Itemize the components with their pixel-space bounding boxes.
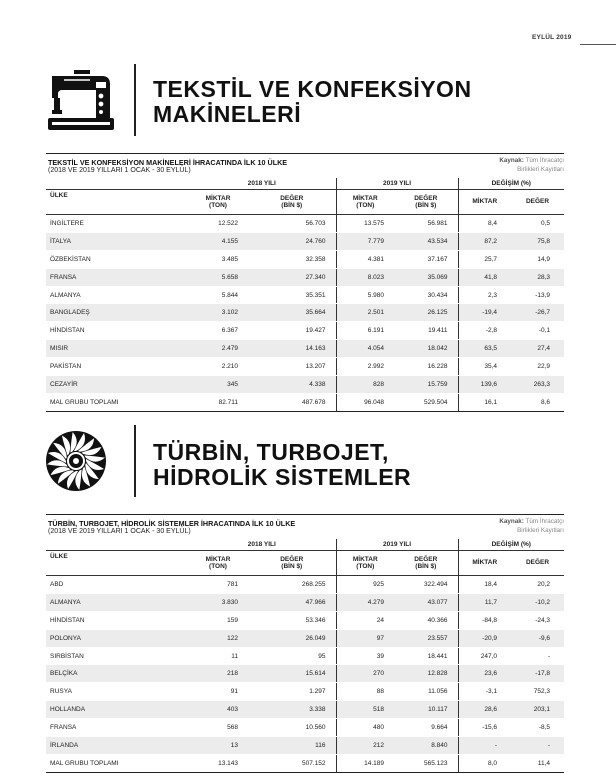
val-2019-cell: 18.042 xyxy=(394,340,458,358)
qty-2019-cell: 480 xyxy=(336,719,394,737)
val-2018-cell: 10.560 xyxy=(248,719,336,737)
qty-2019-cell: 4.279 xyxy=(336,593,394,611)
table-row xyxy=(46,629,564,647)
val-2018-cell: 1.297 xyxy=(248,683,336,701)
change-val-cell: -26,7 xyxy=(511,304,564,322)
val-2019-cell: 35.069 xyxy=(394,268,458,286)
col-group-2018: 2018 YILI xyxy=(188,178,336,190)
val-2019-cell: 529.504 xyxy=(394,393,458,411)
source-line-1: Tüm İhracatçı xyxy=(525,157,564,164)
title-line-2: HİDROLİK SİSTEMLER xyxy=(153,464,412,490)
qty-2018-cell: 5.844 xyxy=(188,286,248,304)
table-row xyxy=(46,719,564,737)
change-val-cell: 11,4 xyxy=(511,754,564,772)
change-val-cell: 203,1 xyxy=(511,701,564,719)
val-label: DEĞER xyxy=(280,194,304,202)
col-val-2018 xyxy=(248,551,336,576)
country-cell: FRANSA xyxy=(46,268,188,286)
val-2019-cell: 43.534 xyxy=(394,232,458,250)
section-textile-machinery xyxy=(0,64,616,406)
val-2018-cell: 19.427 xyxy=(248,322,336,340)
banner-divider xyxy=(134,64,136,136)
val-2018-cell: 3.338 xyxy=(248,701,336,719)
country-cell: HOLLANDA xyxy=(46,701,188,719)
change-val-cell: -10,2 xyxy=(511,593,564,611)
val-2018-cell: 27.340 xyxy=(248,268,336,286)
change-val-cell: 22,9 xyxy=(511,358,564,376)
table-row xyxy=(46,322,564,340)
country-cell: ALMANYA xyxy=(46,286,188,304)
total-row xyxy=(46,754,564,772)
col-group-2018: 2018 YILI xyxy=(188,539,336,551)
val-2018-cell: 47.966 xyxy=(248,593,336,611)
qty-label: MİKTAR xyxy=(352,555,378,563)
table-subtitle: (2018 VE 2019 YILLARI 1 OCAK - 30 EYLÜL) xyxy=(48,528,191,535)
source-line-2: Birlikleri Kayıtları xyxy=(517,165,564,173)
val-2019-cell: 26.125 xyxy=(394,304,458,322)
change-val-cell: -9,6 xyxy=(511,629,564,647)
change-qty-cell: - xyxy=(458,737,511,755)
section-title xyxy=(153,440,411,490)
title-line-1: TÜRBİN, TURBOJET, xyxy=(153,439,389,465)
qty-2019-cell: 39 xyxy=(336,647,394,665)
table-row xyxy=(46,304,564,322)
val-2019-cell: 12.828 xyxy=(394,665,458,683)
qty-2019-cell: 828 xyxy=(336,376,394,394)
qty-2019-cell: 13.575 xyxy=(336,215,394,233)
qty-2019-cell: 88 xyxy=(336,683,394,701)
qty-label: MİKTAR xyxy=(352,194,378,202)
banner-divider xyxy=(134,425,136,497)
country-cell: BANGLADEŞ xyxy=(46,304,188,322)
val-2019-cell: 30.434 xyxy=(394,286,458,304)
col-qty-2019 xyxy=(336,551,394,576)
country-cell: İRLANDA xyxy=(46,737,188,755)
country-cell: İTALYA xyxy=(46,232,188,250)
col-change-qty: MİKTAR xyxy=(458,190,511,215)
change-val-cell: - xyxy=(511,737,564,755)
header-rule xyxy=(580,44,616,45)
change-val-cell: -13,9 xyxy=(511,286,564,304)
change-qty-cell: -2,8 xyxy=(458,322,511,340)
val-2018-cell: 14.163 xyxy=(248,340,336,358)
col-country: ÜLKE xyxy=(46,551,188,576)
table-header-block xyxy=(46,514,564,539)
val-unit: (BİN $) xyxy=(281,563,303,570)
val-2018-cell: 507.152 xyxy=(248,754,336,772)
country-cell: MISIR xyxy=(46,340,188,358)
change-qty-cell: 247,0 xyxy=(458,647,511,665)
val-2019-cell: 322.494 xyxy=(394,576,458,594)
qty-unit: (TON) xyxy=(209,563,227,570)
country-cell: PAKİSTAN xyxy=(46,358,188,376)
change-val-cell: -0,1 xyxy=(511,322,564,340)
qty-2018-cell: 2.210 xyxy=(188,358,248,376)
change-qty-cell: 16,1 xyxy=(458,393,511,411)
qty-2019-cell: 96.048 xyxy=(336,393,394,411)
country-cell: ABD xyxy=(46,576,188,594)
qty-label: MİKTAR xyxy=(205,194,231,202)
table-row xyxy=(46,665,564,683)
val-2019-cell: 37.167 xyxy=(394,250,458,268)
change-qty-cell: 35,4 xyxy=(458,358,511,376)
val-2019-cell: 15.759 xyxy=(394,376,458,394)
qty-2019-cell: 2.501 xyxy=(336,304,394,322)
qty-label: MİKTAR xyxy=(205,555,231,563)
qty-2018-cell: 6.367 xyxy=(188,322,248,340)
country-cell: ALMANYA xyxy=(46,593,188,611)
qty-2018-cell: 4.155 xyxy=(188,232,248,250)
country-cell: İNGİLTERE xyxy=(46,215,188,233)
title-line-1: TEKSTİL VE KONFEKSİYON xyxy=(153,76,472,102)
val-2018-cell: 268.255 xyxy=(248,576,336,594)
val-label: DEĞER xyxy=(280,555,304,563)
table-source xyxy=(499,157,564,174)
turbine-icon xyxy=(46,429,118,493)
qty-2019-cell: 270 xyxy=(336,665,394,683)
source-label: Kaynak: xyxy=(499,518,524,525)
section-banner xyxy=(0,64,616,136)
val-label: DEĞER xyxy=(414,194,438,202)
change-val-cell: -17,8 xyxy=(511,665,564,683)
table-row xyxy=(46,358,564,376)
qty-2019-cell: 6.191 xyxy=(336,322,394,340)
qty-unit: (TON) xyxy=(209,202,227,209)
change-qty-cell: 11,7 xyxy=(458,593,511,611)
col-group-2019: 2019 YILI xyxy=(336,539,458,551)
table-header-block xyxy=(46,153,564,178)
change-qty-cell: 2,3 xyxy=(458,286,511,304)
change-qty-cell: 139,6 xyxy=(458,376,511,394)
col-group-2019: 2019 YILI xyxy=(336,178,458,190)
val-2019-cell: 8.840 xyxy=(394,737,458,755)
change-val-cell: -24,3 xyxy=(511,611,564,629)
col-val-2019 xyxy=(394,551,458,576)
val-unit: (BİN $) xyxy=(415,202,437,209)
export-table xyxy=(46,178,564,412)
val-unit: (BİN $) xyxy=(415,563,437,570)
qty-2018-cell: 218 xyxy=(188,665,248,683)
country-cell: SIRBİSTAN xyxy=(46,647,188,665)
change-qty-cell: 87,2 xyxy=(458,232,511,250)
change-qty-cell: 8,0 xyxy=(458,754,511,772)
qty-2018-cell: 122 xyxy=(188,629,248,647)
val-2018-cell: 26.049 xyxy=(248,629,336,647)
section-turbine-hydraulic xyxy=(0,425,616,767)
change-qty-cell: 8,4 xyxy=(458,215,511,233)
change-qty-cell: 18,4 xyxy=(458,576,511,594)
val-unit: (BİN $) xyxy=(281,202,303,209)
val-2018-cell: 24.760 xyxy=(248,232,336,250)
qty-2019-cell: 5.980 xyxy=(336,286,394,304)
val-2018-cell: 95 xyxy=(248,647,336,665)
qty-2019-cell: 2.992 xyxy=(336,358,394,376)
col-val-2019 xyxy=(394,190,458,215)
val-2018-cell: 116 xyxy=(248,737,336,755)
val-2018-cell: 4.338 xyxy=(248,376,336,394)
table-title: TEKSTİL VE KONFEKSİYON MAKİNELERİ İHRACATINDA İLK 10 ÜLKE xyxy=(48,158,288,167)
val-2018-cell: 15.614 xyxy=(248,665,336,683)
col-qty-2018 xyxy=(188,190,248,215)
change-qty-cell: -3,1 xyxy=(458,683,511,701)
val-2019-cell: 40.366 xyxy=(394,611,458,629)
col-val-2018 xyxy=(248,190,336,215)
change-val-cell: 8,6 xyxy=(511,393,564,411)
col-spacer xyxy=(46,178,188,190)
val-2018-cell: 13.207 xyxy=(248,358,336,376)
col-country: ÜLKE xyxy=(46,190,188,215)
change-val-cell: -8,5 xyxy=(511,719,564,737)
change-val-cell: 20,2 xyxy=(511,576,564,594)
qty-2019-cell: 518 xyxy=(336,701,394,719)
export-table-wrapper xyxy=(46,514,564,773)
table-row xyxy=(46,701,564,719)
qty-2018-cell: 11 xyxy=(188,647,248,665)
col-change-val: DEĞER xyxy=(511,551,564,576)
section-title xyxy=(153,77,472,127)
export-table xyxy=(46,539,564,773)
table-row xyxy=(46,611,564,629)
qty-2019-cell: 925 xyxy=(336,576,394,594)
col-group-change: DEĞİŞİM (%) xyxy=(458,178,564,190)
qty-2019-cell: 97 xyxy=(336,629,394,647)
qty-2018-cell: 3.102 xyxy=(188,304,248,322)
qty-2018-cell: 3.485 xyxy=(188,250,248,268)
table-row xyxy=(46,576,564,594)
table-row xyxy=(46,286,564,304)
qty-2019-cell: 7.779 xyxy=(336,232,394,250)
qty-2018-cell: 781 xyxy=(188,576,248,594)
col-group-change: DEĞİŞİM (%) xyxy=(458,539,564,551)
qty-2018-cell: 159 xyxy=(188,611,248,629)
country-cell: FRANSA xyxy=(46,719,188,737)
val-2019-cell: 9.664 xyxy=(394,719,458,737)
change-val-cell: 28,3 xyxy=(511,268,564,286)
change-qty-cell: 28,6 xyxy=(458,701,511,719)
country-cell: BELÇİKA xyxy=(46,665,188,683)
country-cell: HİNDİSTAN xyxy=(46,322,188,340)
qty-2018-cell: 91 xyxy=(188,683,248,701)
country-cell: HİNDİSTAN xyxy=(46,611,188,629)
change-qty-cell: 23,6 xyxy=(458,665,511,683)
qty-2018-cell: 403 xyxy=(188,701,248,719)
total-row xyxy=(46,393,564,411)
source-line-2: Birlikleri Kayıtları xyxy=(517,526,564,534)
qty-2019-cell: 8.023 xyxy=(336,268,394,286)
val-2019-cell: 56.981 xyxy=(394,215,458,233)
qty-2019-cell: 4.381 xyxy=(336,250,394,268)
qty-2019-cell: 212 xyxy=(336,737,394,755)
table-row xyxy=(46,250,564,268)
export-table-wrapper xyxy=(46,153,564,412)
qty-2018-cell: 13 xyxy=(188,737,248,755)
country-cell: POLONYA xyxy=(46,629,188,647)
val-2018-cell: 35.664 xyxy=(248,304,336,322)
change-qty-cell: -19,4 xyxy=(458,304,511,322)
val-2019-cell: 16.228 xyxy=(394,358,458,376)
country-cell: CEZAYİR xyxy=(46,376,188,394)
val-2019-cell: 19.411 xyxy=(394,322,458,340)
table-row xyxy=(46,647,564,665)
change-qty-cell: -84,8 xyxy=(458,611,511,629)
change-val-cell: 263,3 xyxy=(511,376,564,394)
table-row xyxy=(46,215,564,233)
source-label: Kaynak: xyxy=(499,157,524,164)
section-banner xyxy=(0,425,616,497)
sewing-machine-icon xyxy=(46,68,118,132)
table-source xyxy=(499,518,564,535)
change-val-cell: 752,3 xyxy=(511,683,564,701)
val-2018-cell: 35.351 xyxy=(248,286,336,304)
table-row xyxy=(46,593,564,611)
change-val-cell: - xyxy=(511,647,564,665)
table-row xyxy=(46,376,564,394)
qty-unit: (TON) xyxy=(356,563,375,570)
col-spacer xyxy=(46,539,188,551)
table-row xyxy=(46,268,564,286)
col-change-qty: MİKTAR xyxy=(458,551,511,576)
change-qty-cell: 41,8 xyxy=(458,268,511,286)
qty-2018-cell: 3.830 xyxy=(188,593,248,611)
table-row xyxy=(46,737,564,755)
val-2018-cell: 56.703 xyxy=(248,215,336,233)
table-subtitle: (2018 VE 2019 YILLARI 1 OCAK - 30 EYLÜL) xyxy=(48,167,191,174)
change-qty-cell: -15,6 xyxy=(458,719,511,737)
change-qty-cell: 25,7 xyxy=(458,250,511,268)
qty-2018-cell: 5.658 xyxy=(188,268,248,286)
val-2019-cell: 10.117 xyxy=(394,701,458,719)
val-2018-cell: 32.358 xyxy=(248,250,336,268)
title-line-2: MAKİNELERİ xyxy=(153,101,302,127)
val-2019-cell: 23.557 xyxy=(394,629,458,647)
qty-unit: (TON) xyxy=(356,202,375,209)
val-2019-cell: 18.441 xyxy=(394,647,458,665)
val-2018-cell: 53.346 xyxy=(248,611,336,629)
col-change-val: DEĞER xyxy=(511,190,564,215)
issue-date: EYLÜL 2019 xyxy=(532,34,572,41)
qty-2018-cell: 13.143 xyxy=(188,754,248,772)
country-cell: MAL GRUBU TOPLAMI xyxy=(46,754,188,772)
source-line-1: Tüm İhracatçı xyxy=(525,518,564,525)
qty-2018-cell: 12.522 xyxy=(188,215,248,233)
col-qty-2019 xyxy=(336,190,394,215)
qty-2018-cell: 2.479 xyxy=(188,340,248,358)
val-label: DEĞER xyxy=(414,555,438,563)
qty-2019-cell: 14.189 xyxy=(336,754,394,772)
qty-2018-cell: 82.711 xyxy=(188,393,248,411)
qty-2018-cell: 568 xyxy=(188,719,248,737)
change-qty-cell: 63,5 xyxy=(458,340,511,358)
change-val-cell: 0,5 xyxy=(511,215,564,233)
qty-2019-cell: 4.054 xyxy=(336,340,394,358)
val-2019-cell: 43.077 xyxy=(394,593,458,611)
val-2019-cell: 565.123 xyxy=(394,754,458,772)
val-2018-cell: 487.678 xyxy=(248,393,336,411)
country-cell: MAL GRUBU TOPLAMI xyxy=(46,393,188,411)
val-2019-cell: 11.056 xyxy=(394,683,458,701)
change-qty-cell: -20,9 xyxy=(458,629,511,647)
table-title: TÜRBİN, TURBOJET, HİDROLİK SİSTEMLER İHRACATINDA İLK 10 ÜLKE xyxy=(48,519,296,528)
change-val-cell: 27,4 xyxy=(511,340,564,358)
table-row xyxy=(46,340,564,358)
qty-2018-cell: 345 xyxy=(188,376,248,394)
table-row xyxy=(46,683,564,701)
qty-2019-cell: 24 xyxy=(336,611,394,629)
country-cell: ÖZBEKİSTAN xyxy=(46,250,188,268)
country-cell: RUSYA xyxy=(46,683,188,701)
col-qty-2018 xyxy=(188,551,248,576)
change-val-cell: 75,8 xyxy=(511,232,564,250)
change-val-cell: 14,9 xyxy=(511,250,564,268)
table-row xyxy=(46,232,564,250)
